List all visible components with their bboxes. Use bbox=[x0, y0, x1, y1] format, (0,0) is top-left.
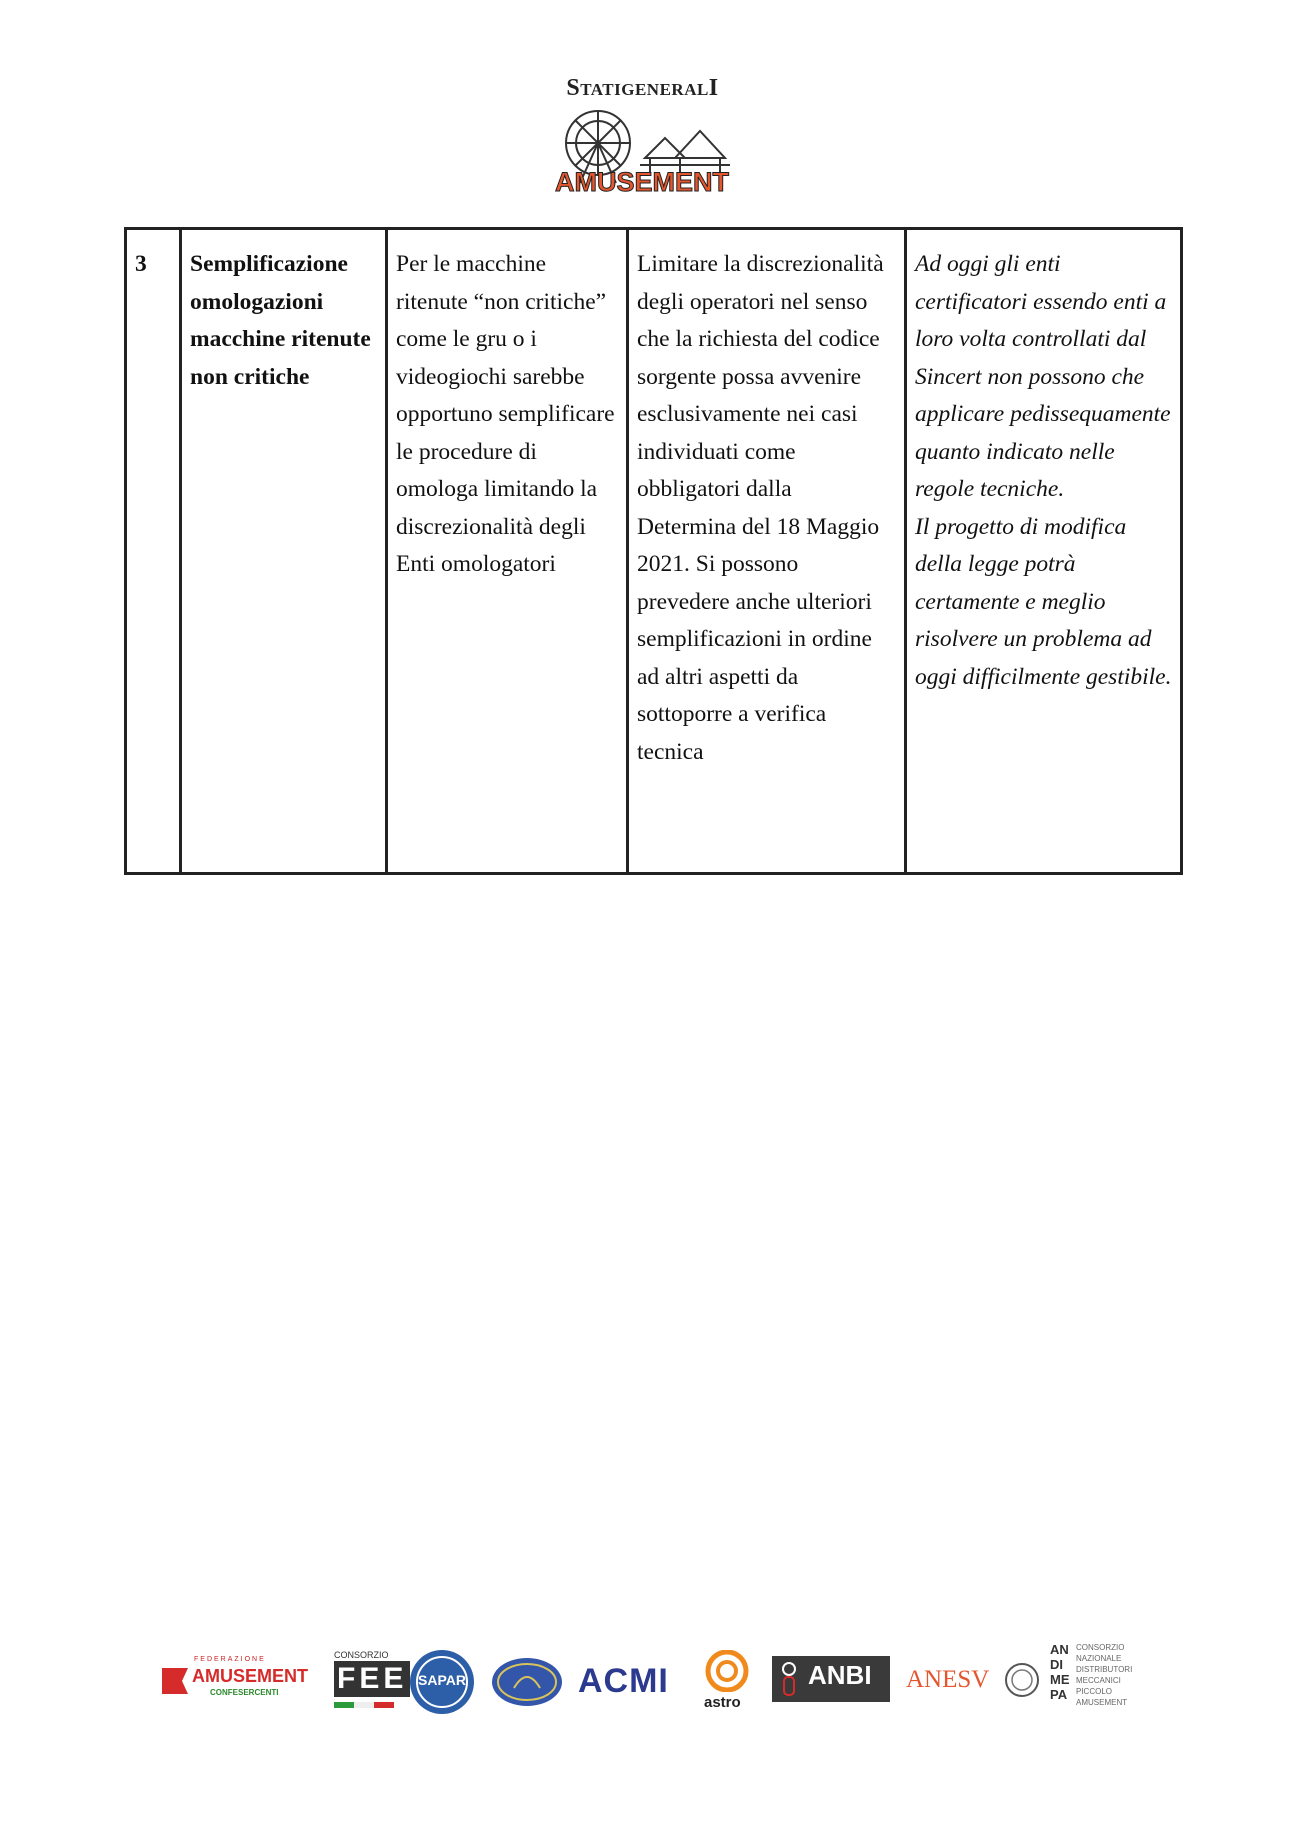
footer-logos bbox=[150, 1642, 1150, 1725]
ferris-wheel-logo bbox=[550, 103, 735, 195]
table-row bbox=[126, 229, 1182, 874]
logo-astro bbox=[700, 1650, 754, 1716]
anbi-bowling-icon bbox=[776, 1659, 802, 1699]
logo-consorzio-fee bbox=[332, 1650, 408, 1714]
astro-text: astro bbox=[704, 1694, 741, 1711]
italy-flag-stripe bbox=[334, 1702, 394, 1708]
brand-amusement-text: AMUSEMENT bbox=[555, 167, 729, 195]
row-proposal: Limitare la discrezionalità degli operatori nel senso che la richiesta del codice sorgente possa avvenire esclusivamente nei casi individuati come obbligatori dalla Determina del 18 Maggio 2021. Si possono prevedere anche ulteriori semplificazioni in ordine ad altri aspetti da sottoporre a verifica tecnica bbox=[628, 229, 906, 874]
row-number: 3 bbox=[126, 229, 181, 874]
header-logo bbox=[545, 75, 740, 195]
logo-anbi bbox=[772, 1656, 890, 1702]
sapar-text: SAPAR bbox=[418, 1672, 466, 1688]
oval-emblem-icon bbox=[490, 1656, 564, 1708]
note-paragraph-1: Ad oggi gli enti certificatori essendo enti a loro volta controllati dal Sincert non possono che applicare pedissequamente quanto indicato nelle regole tecniche. bbox=[915, 251, 1171, 502]
row-description: Per le macchine ritenute “non critiche” come le gru o i videogiochi sarebbe opportuno semplificare le procedure di omologa limitando la discrezionalità degli Enti omologatori bbox=[387, 229, 628, 874]
logo-oval-association bbox=[490, 1656, 564, 1708]
row-title: Semplificazione omologazioni macchine ritenute non critiche bbox=[181, 229, 387, 874]
fee-top-text: CONSORZIO bbox=[334, 1650, 389, 1660]
logo-andimepa bbox=[1050, 1642, 1134, 1714]
fed-amusement-text: AMUSEMENT bbox=[192, 1666, 308, 1686]
anbi-text: ANBI bbox=[808, 1660, 872, 1690]
fed-top-text: FEDERAZIONE bbox=[194, 1656, 266, 1663]
logo-anesv: ANESV bbox=[906, 1666, 990, 1693]
logo-acmi: ACMI bbox=[578, 1662, 669, 1700]
andimepa-consortium-text: CONSORZIO NAZIONALE DISTRIBUTORI MECCANICI PICCOLO AMUSEMENT bbox=[1076, 1643, 1133, 1707]
note-paragraph-2: Il progetto di modifica della legge potrà certamente e meglio risolvere un problema ad oggi difficilmente gestibile. bbox=[915, 513, 1172, 690]
andimepa-letters: AN DI ME PA bbox=[1050, 1642, 1070, 1702]
logo-round-seal bbox=[1004, 1662, 1040, 1698]
astro-swirl-icon bbox=[704, 1650, 750, 1692]
logo-sapar bbox=[408, 1648, 476, 1716]
fed-flag-icon bbox=[160, 1664, 190, 1698]
row-note bbox=[906, 229, 1182, 874]
fed-sub-text: CONFESERCENTI bbox=[210, 1688, 279, 1697]
logo-federazione-amusement bbox=[160, 1658, 308, 1708]
brand-title: StatigeneralI bbox=[566, 75, 719, 101]
fee-text: FEE bbox=[334, 1661, 410, 1697]
proposal-table bbox=[124, 227, 1183, 875]
seal-icon bbox=[1004, 1662, 1040, 1698]
